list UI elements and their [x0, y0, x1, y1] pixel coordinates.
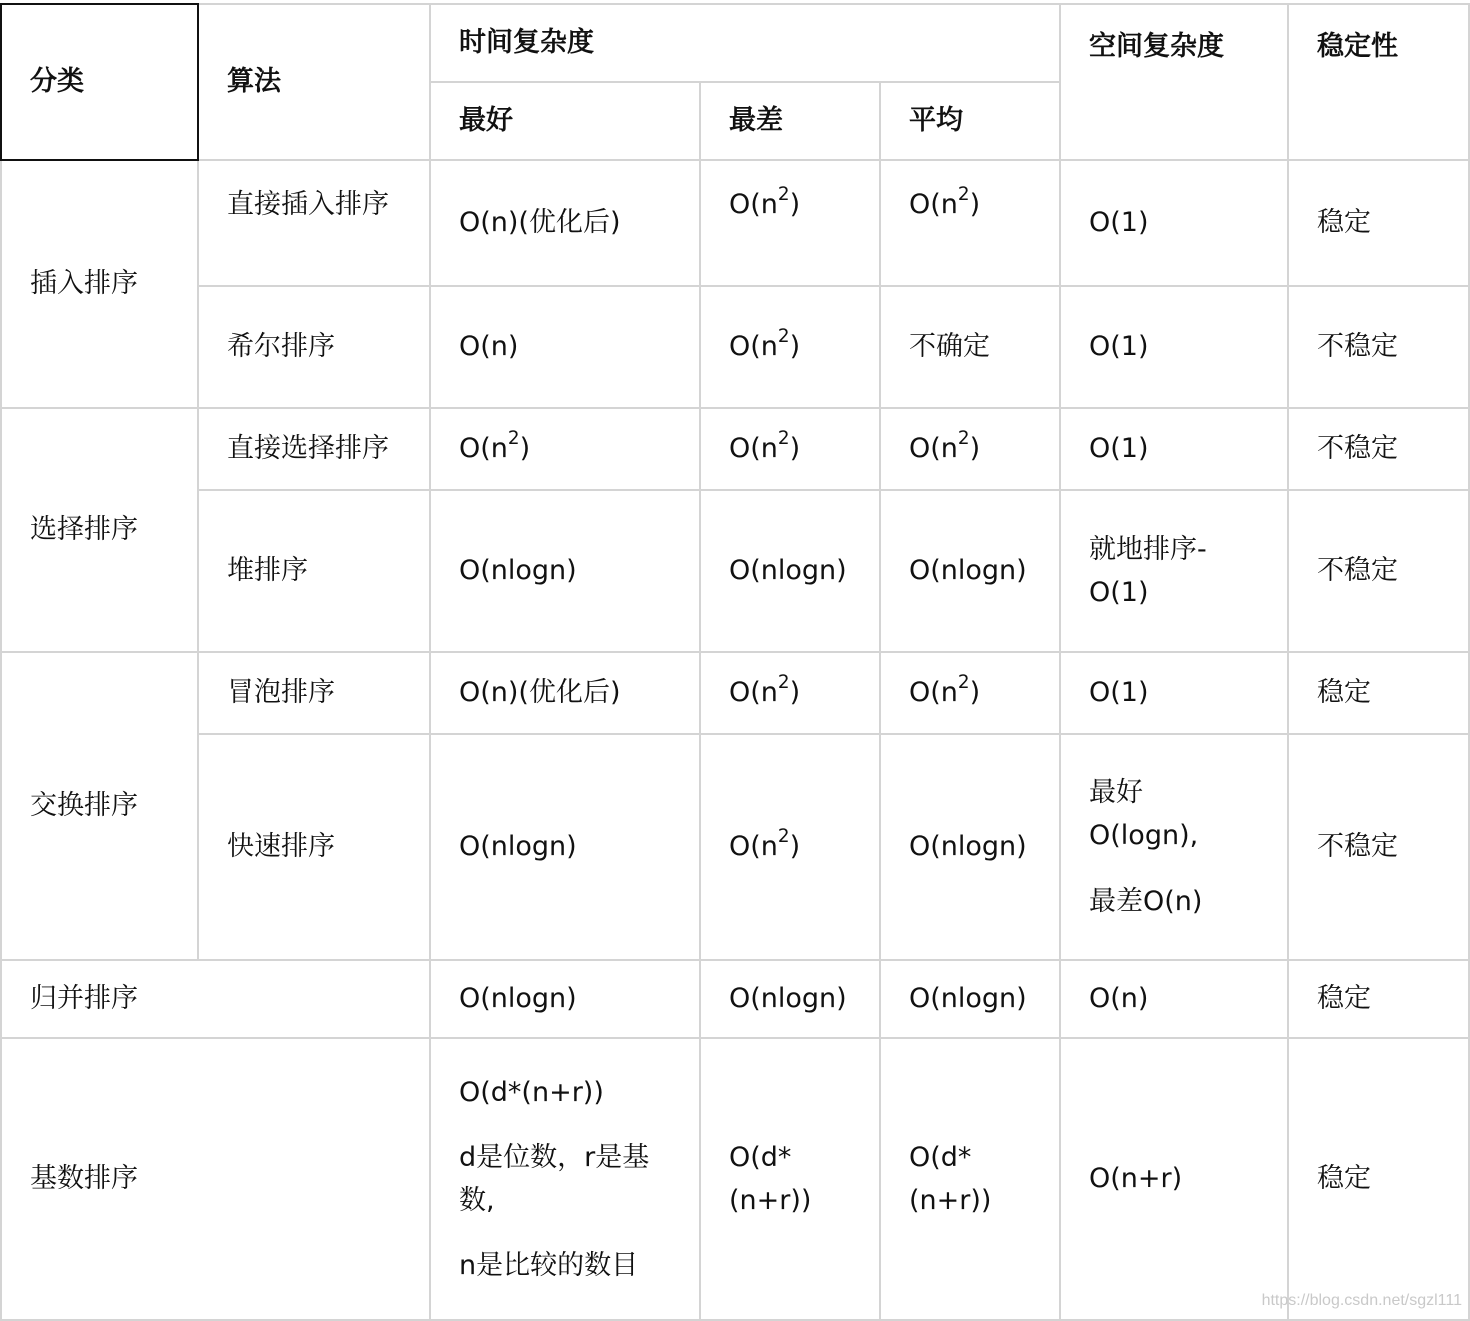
algorithm-cell: 快速排序: [198, 734, 430, 960]
worst-cell: O(nlogn): [700, 490, 880, 652]
header-algorithm: 算法: [198, 4, 430, 160]
average-cell: O(nlogn): [880, 734, 1060, 960]
space-cell: O(1): [1060, 286, 1288, 408]
table-row: [1, 408, 1469, 490]
table-row: [1, 1038, 1469, 1320]
table-row: [1, 160, 1469, 286]
stability-cell: 不稳定: [1288, 734, 1469, 960]
algorithm-cell: 冒泡排序: [198, 652, 430, 734]
stability-cell: 稳定: [1288, 1038, 1469, 1320]
header-category: 分类: [1, 4, 198, 160]
watermark: https://blog.csdn.net/sgzl111: [1261, 1292, 1462, 1309]
category-cell: 交换排序: [1, 652, 198, 960]
average-cell: $O(n^2$ ): [880, 160, 1060, 286]
algorithm-cell: 希尔排序: [198, 286, 430, 408]
worst-cell: $O(n^2$ ): [700, 286, 880, 408]
best-cell: O(nlogn): [430, 960, 700, 1038]
average-cell: O(nlogn): [880, 960, 1060, 1038]
stability-cell: 稳定: [1288, 652, 1469, 734]
average-cell: $O(n^2$ ): [880, 408, 1060, 490]
best-cell: O(nlogn): [430, 734, 700, 960]
best-cell: O(n)(优化后): [430, 652, 700, 734]
space-cell: O(1): [1060, 652, 1288, 734]
space-cell: 最好 O(logn), 最差O(n): [1060, 734, 1288, 960]
header-space-complexity: 空间复杂度: [1060, 4, 1288, 160]
space-cell: O(1): [1060, 160, 1288, 286]
worst-cell: $O(n^2$ ): [700, 652, 880, 734]
header-stability: 稳定性: [1288, 4, 1469, 160]
average-cell: 不确定: [880, 286, 1060, 408]
stability-cell: 不稳定: [1288, 408, 1469, 490]
stability-cell: 稳定: [1288, 160, 1469, 286]
worst-cell: O(d* (n+r)): [700, 1038, 880, 1320]
table-row: [1, 286, 1469, 408]
header-worst: 最差: [700, 82, 880, 160]
category-cell: 插入排序: [1, 160, 198, 408]
algorithm-cell: 堆排序: [198, 490, 430, 652]
header-average: 平均: [880, 82, 1060, 160]
sorting-complexity-table: [0, 3, 1470, 1321]
best-cell: O(d*(n+r)) d是位数，r是基 数, n是比较的数目: [430, 1038, 700, 1320]
stability-cell: 不稳定: [1288, 286, 1469, 408]
algorithm-cell: 直接选择排序: [198, 408, 430, 490]
header-best: 最好: [430, 82, 700, 160]
category-cell: 基数排序: [1, 1038, 430, 1320]
table-row: [1, 652, 1469, 734]
space-cell: 就地排序- O(1): [1060, 490, 1288, 652]
header-time-complexity: 时间复杂度: [430, 4, 1060, 82]
worst-cell: $O(n^2$ ): [700, 160, 880, 286]
stability-cell: 稳定: [1288, 960, 1469, 1038]
best-cell: O(n): [430, 286, 700, 408]
average-cell: O(d* (n+r)): [880, 1038, 1060, 1320]
stability-cell: 不稳定: [1288, 490, 1469, 652]
table-row: [1, 734, 1469, 960]
worst-cell: $O(n^2$ ): [700, 408, 880, 490]
best-cell: $O(n^2$ ): [430, 408, 700, 490]
table-row: [1, 490, 1469, 652]
space-cell: O(1): [1060, 408, 1288, 490]
average-cell: O(nlogn): [880, 490, 1060, 652]
worst-cell: $O(n^2$ ): [700, 734, 880, 960]
table-row: [1, 960, 1469, 1038]
average-cell: $O(n^2$ ): [880, 652, 1060, 734]
worst-cell: O(nlogn): [700, 960, 880, 1038]
category-cell: 选择排序: [1, 408, 198, 652]
space-cell: O(n): [1060, 960, 1288, 1038]
header-row: [1, 4, 1469, 82]
best-cell: O(n)(优化后): [430, 160, 700, 286]
space-cell: O(n+r): [1060, 1038, 1288, 1320]
best-cell: O(nlogn): [430, 490, 700, 652]
algorithm-cell: 直接插入排序: [198, 160, 430, 286]
category-cell: 归并排序: [1, 960, 430, 1038]
